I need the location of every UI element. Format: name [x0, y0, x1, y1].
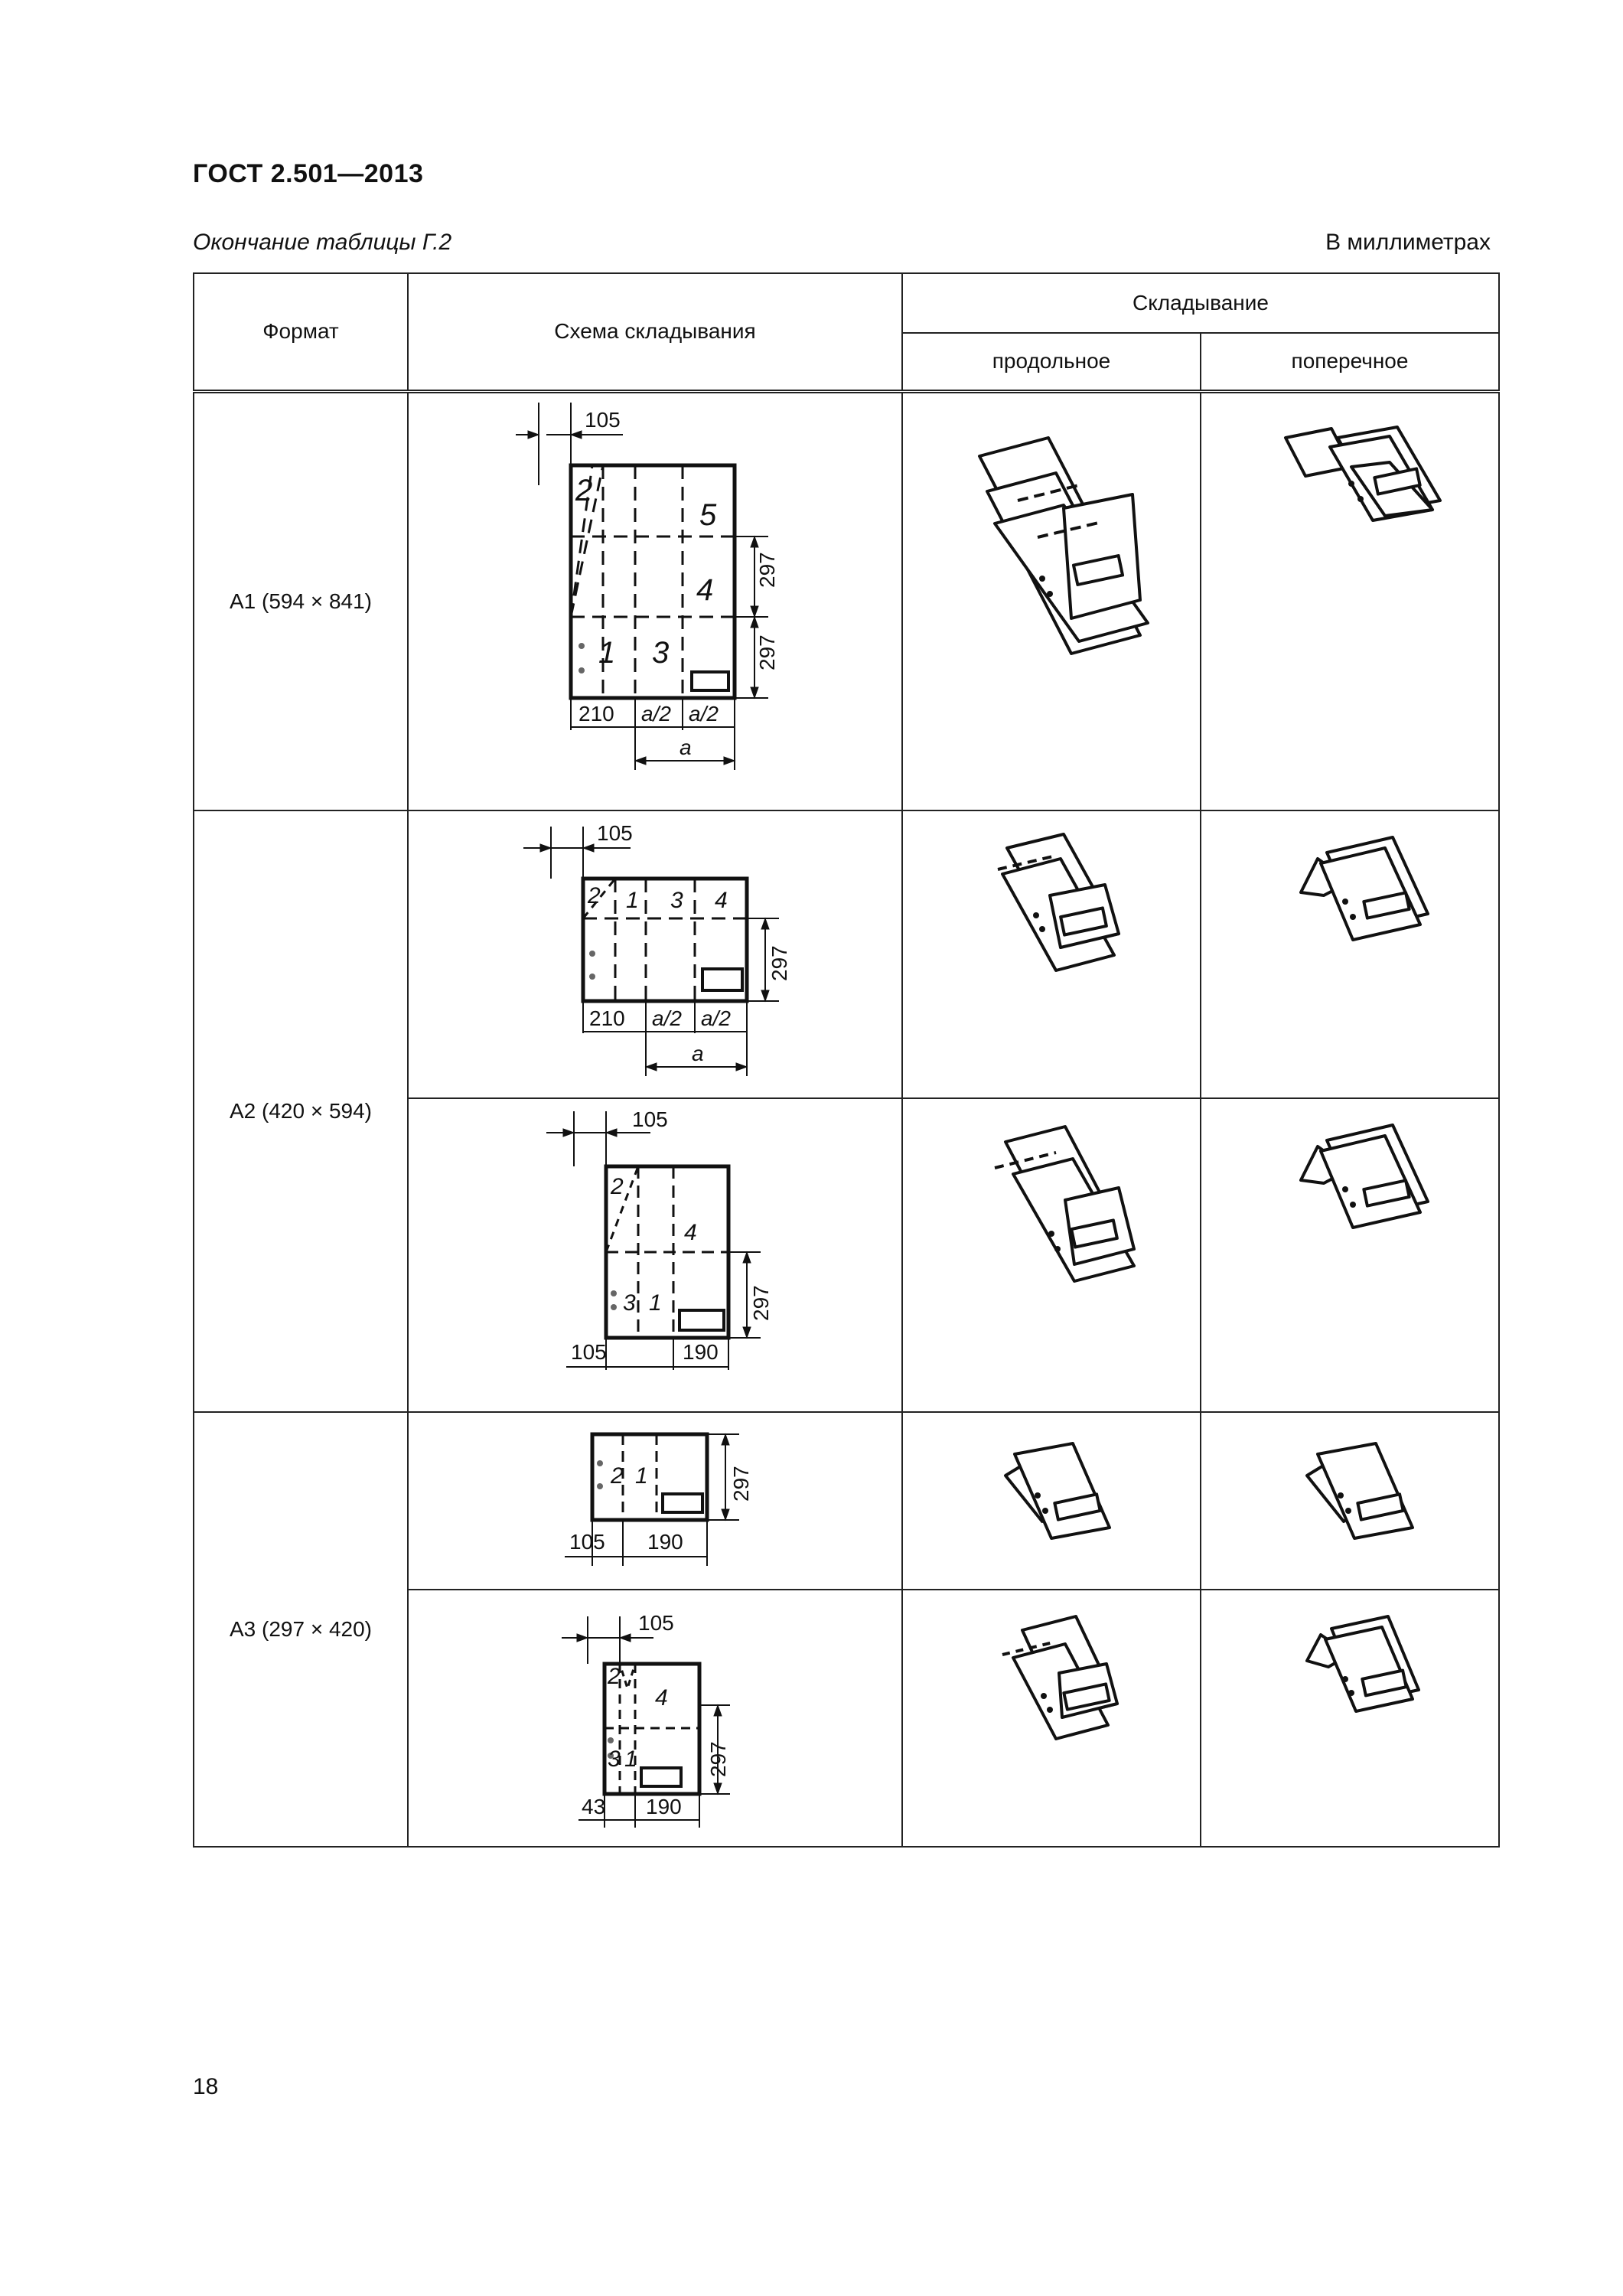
folding-scheme-a1-figure: [409, 393, 903, 810]
transverse-a2-1: [1201, 810, 1499, 1098]
panel-number: 4: [715, 887, 728, 913]
folding-scheme-a2-1-figure: [409, 811, 903, 1097]
panel-number: 4: [655, 1684, 668, 1711]
panel-number: 1: [598, 635, 616, 670]
dim-label: a/2: [652, 1006, 682, 1030]
dim-label: 210: [578, 701, 614, 726]
dim-label: 297: [706, 1740, 730, 1777]
scheme-a3-1: [408, 1412, 902, 1590]
panel-number: 2: [608, 1663, 621, 1689]
dim-label: 105: [571, 1339, 607, 1364]
dim-label: 297: [749, 1284, 773, 1321]
panel-number: 2: [611, 1173, 624, 1199]
dim-label: a/2: [641, 701, 671, 726]
longitudinal-fold-a2-2-figure: [903, 1099, 1201, 1411]
panel-number: 4: [684, 1219, 697, 1245]
scheme-a3-2: [408, 1590, 902, 1847]
transverse-a3-2: [1201, 1590, 1499, 1847]
longitudinal-a3-2: [902, 1590, 1201, 1847]
dim-label: 105: [638, 1610, 674, 1635]
header-transverse: поперечное: [1201, 333, 1499, 391]
panel-number: 2: [575, 473, 593, 507]
panel-number: 2: [611, 1463, 624, 1489]
longitudinal-fold-a2-1-figure: [903, 811, 1201, 1097]
dim-label: a: [692, 1041, 704, 1065]
transverse-a3-1: [1201, 1412, 1499, 1590]
panel-number: 4: [696, 572, 714, 607]
folding-table: [193, 272, 1500, 1848]
scheme-a2-1: [408, 810, 902, 1098]
dim-label: 190: [647, 1529, 683, 1554]
format-a3: A3 (297 × 420): [194, 1412, 408, 1847]
longitudinal-fold-a3-2-figure: [903, 1590, 1201, 1846]
transverse-fold-a2-2-figure: [1201, 1099, 1500, 1411]
scheme-a1: [408, 391, 902, 810]
transverse-fold-a3-2-figure: [1201, 1590, 1500, 1846]
panel-number: 1: [649, 1290, 662, 1316]
longitudinal-fold-a1-figure: [903, 393, 1201, 810]
format-a1: A1 (594 × 841): [194, 391, 408, 810]
dim-label: 105: [632, 1107, 668, 1131]
panel-number: 3: [670, 887, 683, 913]
document-title: ГОСТ 2.501—2013: [193, 159, 424, 188]
panel-number: 5: [699, 497, 717, 532]
transverse-a1: [1201, 391, 1499, 810]
longitudinal-fold-a3-1-figure: [903, 1413, 1201, 1589]
units-note: В миллиметрах: [1325, 230, 1491, 255]
panel-number: 1: [635, 1463, 648, 1489]
format-a2: A2 (420 × 594): [194, 810, 408, 1412]
panel-number: 1: [624, 1746, 637, 1772]
transverse-fold-a2-1-figure: [1201, 811, 1500, 1097]
transverse-a2-2: [1201, 1098, 1499, 1412]
transverse-fold-a1-figure: [1201, 393, 1500, 810]
longitudinal-a2-2: [902, 1098, 1201, 1412]
dim-label: 190: [683, 1339, 719, 1364]
dim-label: 297: [755, 551, 779, 588]
dim-label: 297: [768, 944, 791, 981]
scheme-a2-2: [408, 1098, 902, 1412]
dim-label: 43: [582, 1794, 606, 1818]
folding-scheme-a2-2-figure: [409, 1099, 903, 1411]
table-caption: Окончание таблицы Г.2: [193, 230, 452, 255]
longitudinal-a1: [902, 391, 1201, 810]
page-number: 18: [193, 2074, 219, 2099]
longitudinal-a3-1: [902, 1412, 1201, 1590]
folding-scheme-a3-2-figure: [409, 1590, 903, 1846]
transverse-fold-a3-1-figure: [1201, 1413, 1500, 1589]
folding-scheme-a3-1-figure: [409, 1413, 903, 1589]
panel-number: 2: [588, 882, 601, 908]
header-longitudinal: продольное: [902, 333, 1201, 391]
panel-number: 3: [652, 635, 670, 670]
dim-label: a: [680, 735, 692, 759]
panel-number: 3: [608, 1746, 621, 1772]
dim-label: 297: [729, 1465, 753, 1502]
dim-label: 297: [755, 634, 779, 670]
panel-number: 3: [623, 1290, 636, 1316]
dim-label: a/2: [689, 701, 719, 726]
table-row: [194, 391, 1499, 810]
longitudinal-a2-1: [902, 810, 1201, 1098]
table-row: [194, 1412, 1499, 1590]
panel-number: 1: [626, 887, 639, 913]
dim-label: 105: [597, 820, 633, 845]
dim-label: 105: [585, 407, 621, 432]
dim-label: 190: [646, 1794, 682, 1818]
header-scheme: Схема складывания: [408, 273, 902, 391]
table-row: [194, 810, 1499, 1098]
header-folding: Складывание: [902, 273, 1499, 333]
header-format: Формат: [194, 273, 408, 391]
dim-label: a/2: [701, 1006, 731, 1030]
dim-label: 210: [589, 1006, 625, 1030]
dim-label: 105: [569, 1529, 605, 1554]
